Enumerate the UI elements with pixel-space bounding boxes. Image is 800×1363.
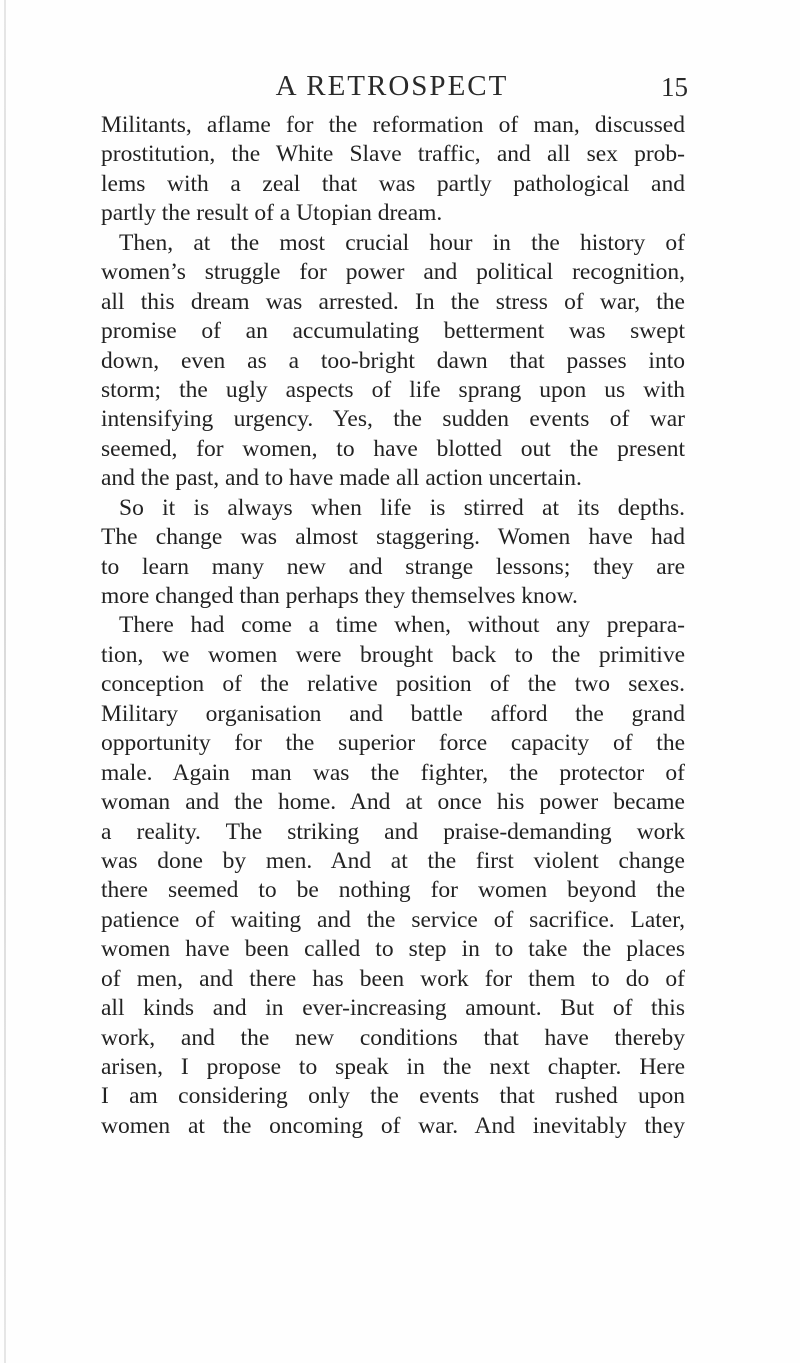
text-line: there seemed to be nothing for women beyond the — [101, 877, 685, 904]
text-line: all this dream was arrested. In the stress of war, the — [101, 288, 685, 315]
text-line: to learn many new and strange lessons; they are — [101, 553, 685, 580]
text-line: Then, at the most crucial hour in the history of — [119, 229, 685, 256]
text-line: So it is always when life is stirred at its depths. — [119, 494, 685, 521]
running-head — [96, 70, 688, 110]
text-line: of men, and there has been work for them to do of — [101, 965, 685, 992]
text-line: woman and the home. And at once his power became — [101, 789, 685, 816]
text-line: tion, we women were brought back to the primitive — [101, 641, 685, 668]
text-line: opportunity for the superior force capacity of the — [101, 730, 685, 757]
text-line: promise of an accumulating betterment was swept — [101, 318, 685, 345]
text-line: There had come a time when, without any prepara- — [119, 612, 685, 639]
text-line: down, even as a too-bright dawn that passes into — [101, 347, 685, 374]
text-line: women have been called to step in to take the places — [101, 936, 685, 963]
text-line: storm; the ugly aspects of life sprang upon us with — [101, 376, 685, 403]
text-line: seemed, for women, to have blotted out the present — [101, 435, 685, 462]
text-line: male. Again man was the fighter, the protector of — [101, 759, 685, 786]
text-line: work, and the new conditions that have thereby — [101, 1024, 685, 1051]
text-line: women at the oncoming of war. And inevitably they — [101, 1112, 685, 1139]
text-line: Militants, aflame for the reformation of man, discussed — [101, 112, 685, 138]
running-title: A RETROSPECT — [275, 70, 509, 102]
page-number: 15 — [661, 72, 688, 102]
text-line: conception of the relative position of the two sexes. — [101, 671, 685, 698]
text-line: The change was almost staggering. Women have had — [101, 524, 685, 551]
text-line: all kinds and in ever-increasing amount. But of this — [101, 995, 685, 1022]
text-line: and the past, and to have made all action uncertain. — [101, 465, 582, 492]
text-line: Military organisation and battle afford the grand — [101, 700, 685, 727]
text-line: arisen, I propose to speak in the next chapter. Here — [101, 1054, 685, 1080]
text-line: prostitution, the White Slave traffic, and all sex prob- — [101, 141, 685, 168]
text-line: patience of waiting and the service of sacrifice. Later, — [101, 906, 685, 933]
text-line: women’s struggle for power and political recognition, — [101, 259, 685, 286]
text-line: partly the result of a Utopian dream. — [101, 200, 443, 227]
text-line: lems with a zeal that was partly pathological and — [101, 170, 685, 197]
text-line: intensifying urgency. Yes, the sudden events of war — [101, 406, 685, 433]
text-line: a reality. The striking and praise-demanding work — [101, 818, 685, 845]
page-gutter-edge — [4, 0, 6, 1363]
text-line: more changed than perhaps they themselves know. — [101, 583, 578, 609]
text-line: was done by men. And at the first violent change — [101, 847, 685, 874]
body-text — [101, 111, 685, 1141]
text-line: I am considering only the events that rushed upon — [101, 1083, 685, 1110]
